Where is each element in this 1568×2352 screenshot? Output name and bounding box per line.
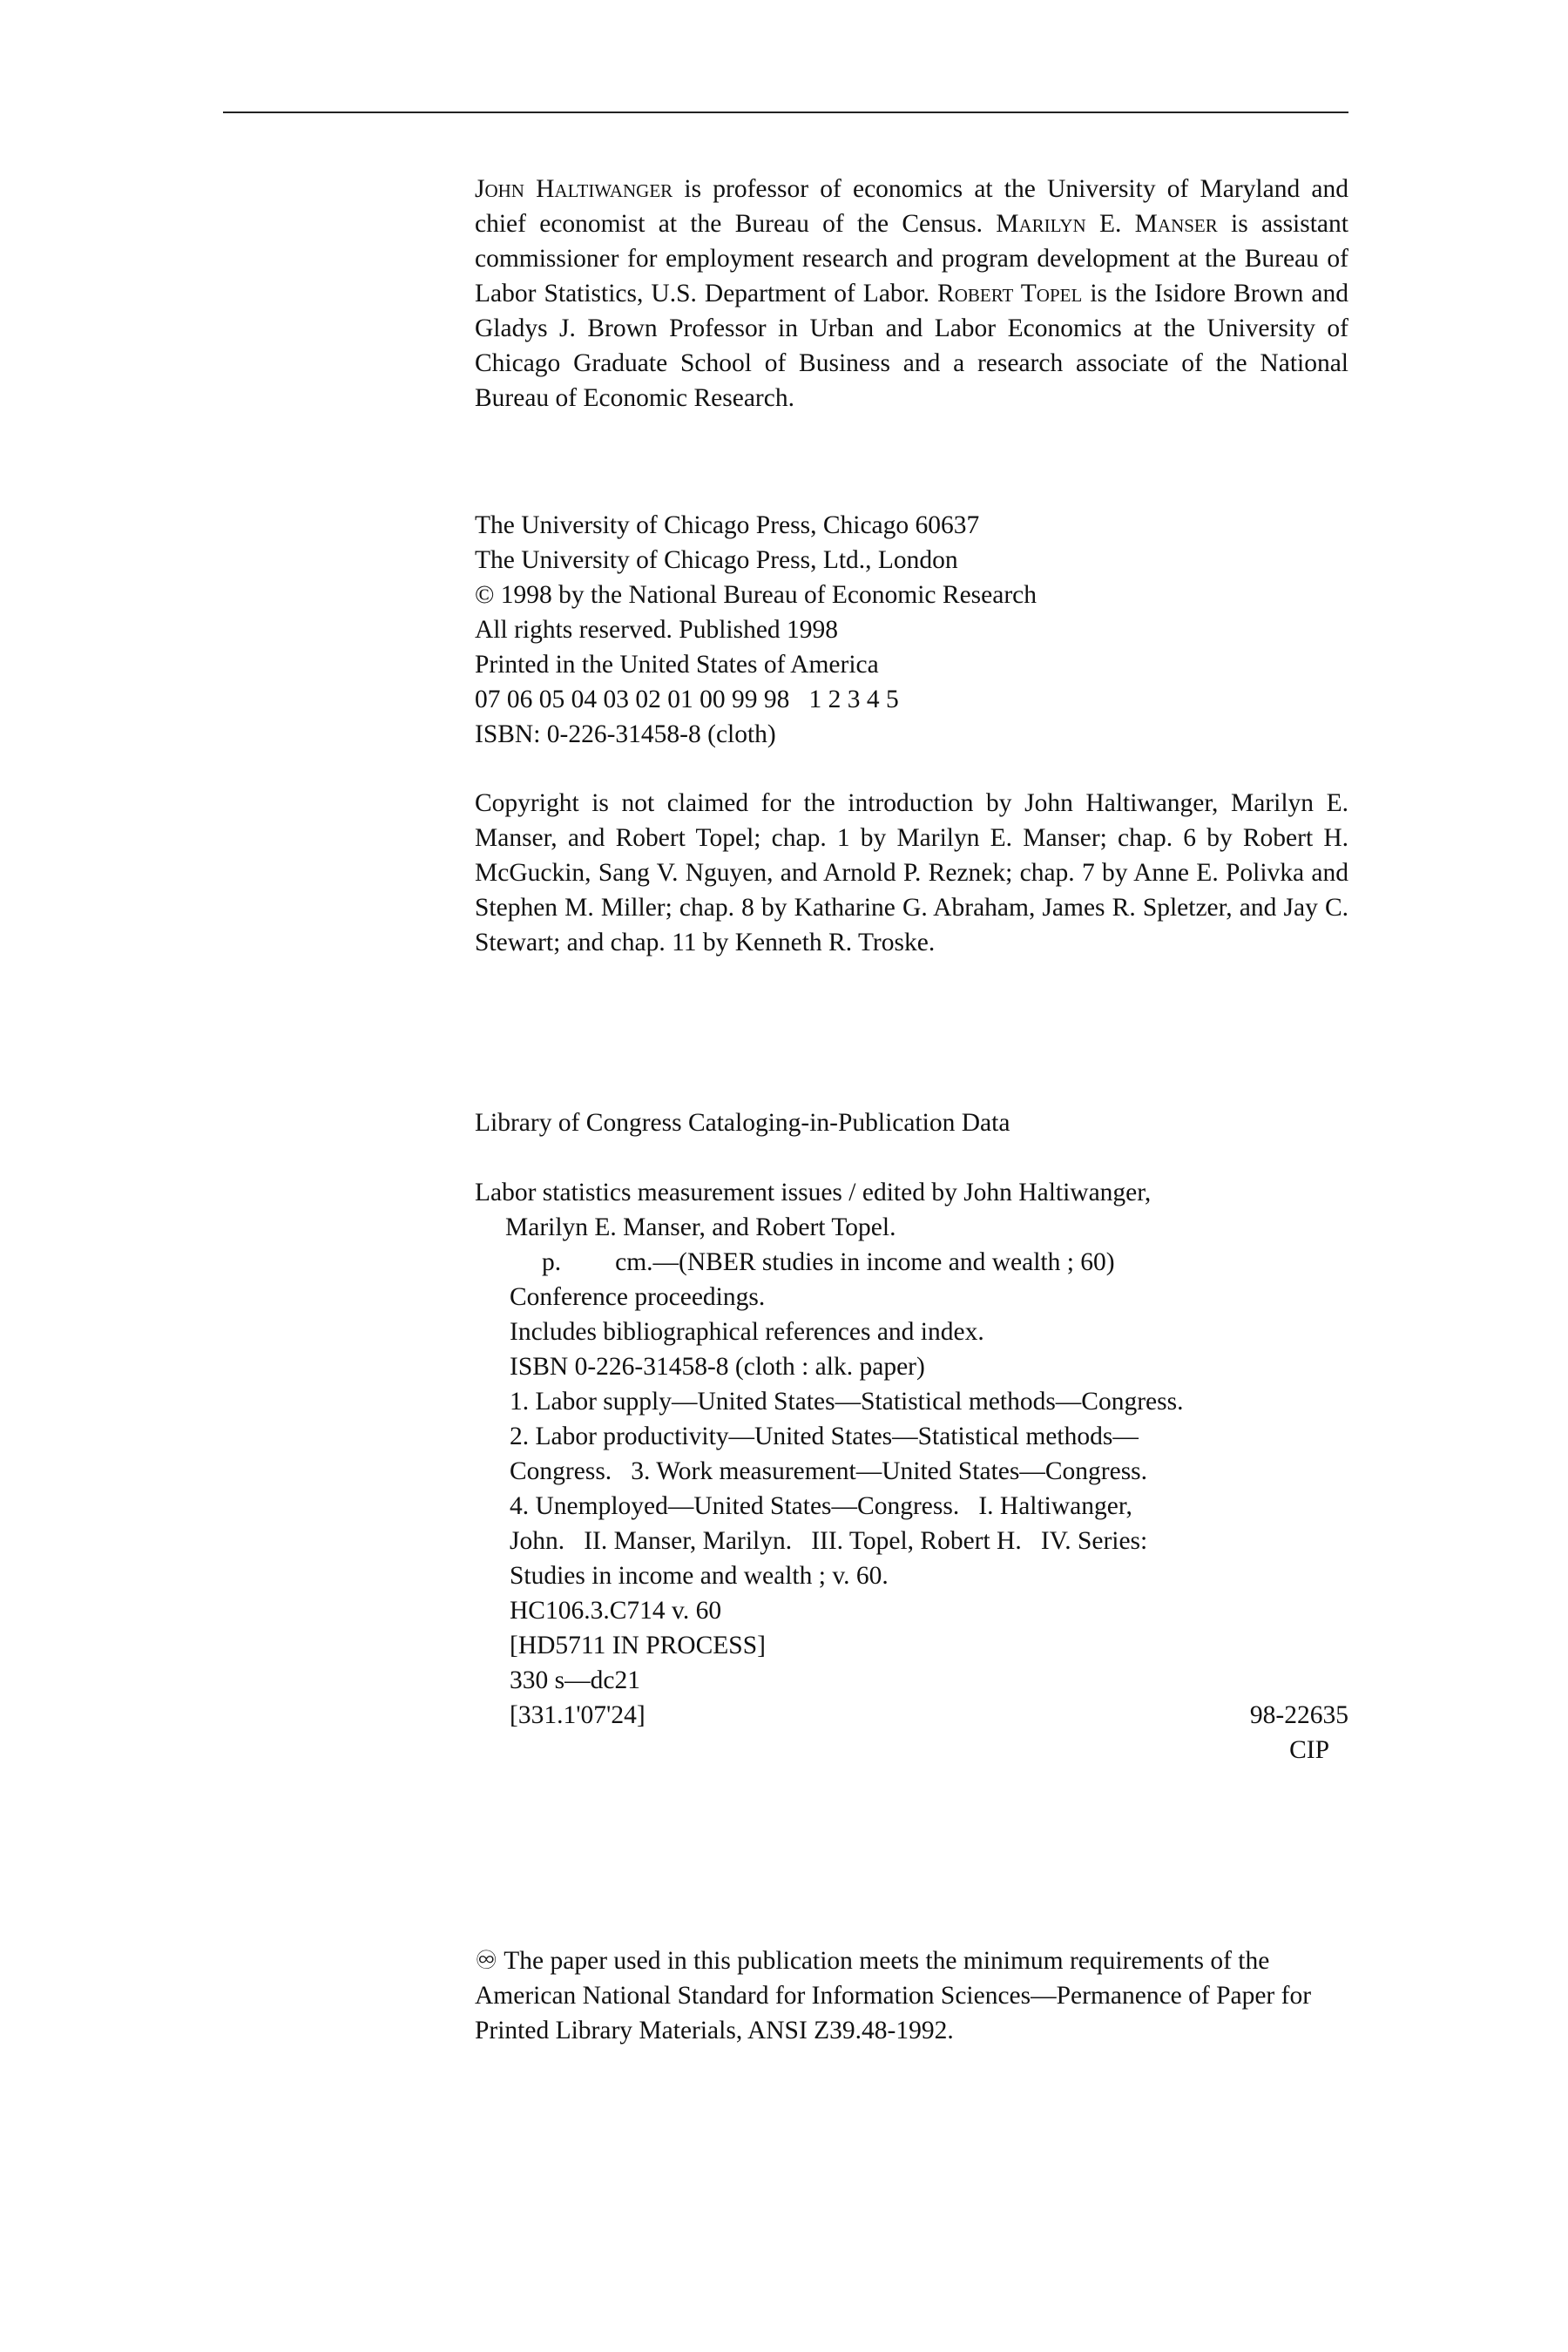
cip-subject: Congress. 3. Work measurement—United States—Congress.: [510, 1457, 1148, 1485]
cip-subject: 2. Labor productivity—United States—Statistical methods—: [510, 1423, 1139, 1450]
copyright-note-text: Copyright is not claimed for the introduction by John Haltiwanger, Marilyn E. Manser, and Robert Topel; chap. 1 by Marilyn E. Manser; chap. 6 by Robert H. McGuckin, Sang V. Nguyen, and Arnold P. Reznek; chap. 7 by Anne E. Polivka and Stephen M. Miller; chap. 8 by Katharine G. Abraham, James R. Spletzer, and Jay C. Stewart; and chap. 11 by Kenneth R. Troske.: [475, 789, 1348, 956]
cip-call-number: HC106.3.C714 v. 60: [510, 1597, 722, 1625]
cip-isbn: ISBN 0-226-31458-8 (cloth : alk. paper): [510, 1353, 925, 1381]
cip-subject: 1. Labor supply—United States—Statistical methods—Congress.: [510, 1388, 1184, 1416]
cip-subject: Studies in income and wealth ; v. 60.: [510, 1562, 889, 1590]
bio-text-topel: is the Isidore Brown and Gladys J. Brown Professor in Urban and Labor Economics at the University of Chicago Graduate School of Business and a research associate of the National Bureau of Economic Research.: [475, 280, 1348, 412]
top-rule: [223, 112, 1348, 113]
bio-paragraph: [475, 172, 1348, 416]
publisher-line: The University of Chicago Press, Ltd., London: [475, 546, 958, 574]
cip-heading-block: [475, 1105, 1348, 1140]
copyright-line: © 1998 by the National Bureau of Economic Research: [475, 581, 1037, 609]
author-name-haltiwanger: John Haltiwanger: [475, 175, 673, 203]
cip-subject: 4. Unemployed—United States—Congress. I. Haltiwanger,: [510, 1492, 1132, 1520]
bio-text-haltiwanger: is professor of economics at the University of Maryland and chief economist at the Bureau of the Census.: [475, 175, 1348, 238]
cip-heading: Library of Congress Cataloging-in-Publication Data: [475, 1109, 1010, 1137]
cip-subject: John. II. Manser, Marilyn. III. Topel, Robert H. IV. Series:: [510, 1527, 1148, 1555]
printing-numbers: 07 06 05 04 03 02 01 00 99 98 1 2 3 4 5: [475, 686, 899, 713]
permanence-notice: [475, 1943, 1348, 2048]
cip-note: Conference proceedings.: [510, 1283, 766, 1311]
isbn-line: ISBN: 0-226-31458-8 (cloth): [475, 720, 776, 748]
copyright-note: [475, 786, 1348, 960]
printed-line: Printed in the United States of America: [475, 651, 879, 679]
author-name-topel: Robert Topel: [937, 280, 1083, 308]
cip-p: p.: [542, 1248, 562, 1276]
publisher-line: The University of Chicago Press, Chicago 60637: [475, 511, 980, 539]
cip-call-number: [HD5711 IN PROCESS]: [510, 1632, 766, 1659]
cip-pagination-line: [475, 1245, 1348, 1280]
author-bios: [475, 172, 1348, 416]
cip-classification: [331.1'07'24]: [510, 1701, 645, 1729]
publisher-info: [475, 508, 1348, 752]
cip-final-row: [475, 1698, 1348, 1733]
cip-record: [475, 1175, 1348, 1767]
bio-text-manser: is assistant commissioner for employment research and program development at the Bureau of Labor Statistics, U.S. Department of Labor.: [475, 210, 1348, 308]
author-name-manser: Marilyn E. Manser: [996, 210, 1218, 238]
permanence-text: ♾ The paper used in this publication meets the minimum requirements of the American National Standard for Information Sciences—Permanence of Paper for Printed Library Materials, ANSI Z39.48-1992.: [475, 1947, 1312, 2044]
cip-lccn: 98-22635: [1249, 1701, 1348, 1729]
rights-line: All rights reserved. Published 1998: [475, 616, 839, 644]
cip-title-line: Labor statistics measurement issues / edited by John Haltiwanger,: [475, 1179, 1152, 1206]
cip-classification: 330 s—dc21: [510, 1666, 640, 1694]
cip-series: cm.—(NBER studies in income and wealth ; 60): [615, 1248, 1115, 1276]
cip-note: Includes bibliographical references and index.: [510, 1318, 984, 1346]
cip-title-line: Marilyn E. Manser, and Robert Topel.: [505, 1213, 896, 1241]
cip-label: CIP: [1289, 1736, 1329, 1764]
